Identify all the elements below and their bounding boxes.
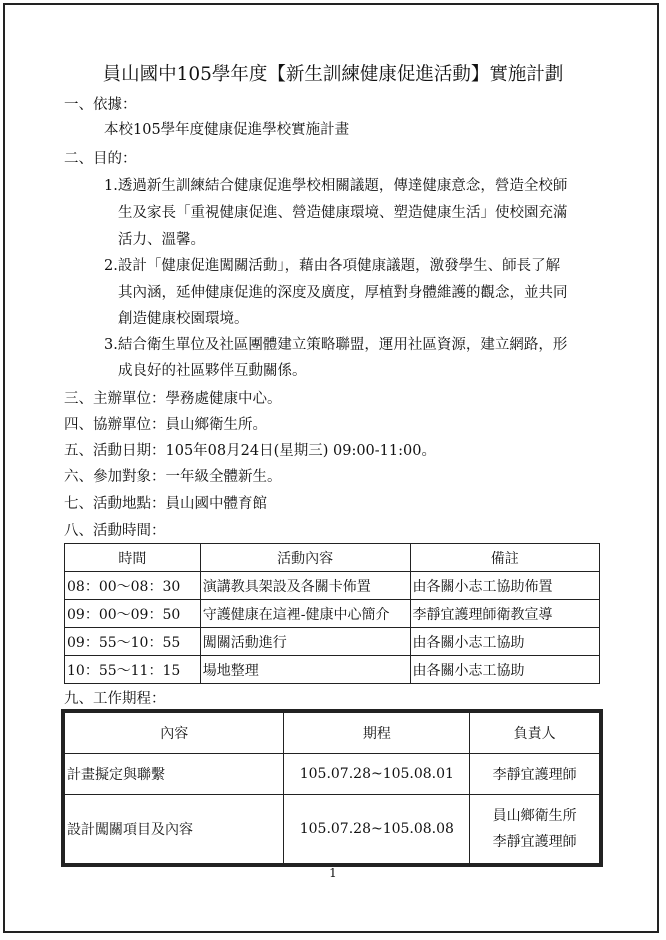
document-title: 員山國中105學年度【新生訓練健康促進活動】實施計劃 (102, 64, 564, 85)
cell-content: 場地整理 (200, 656, 410, 684)
section-participants: 六、參加對象：一年級全體新生。 (64, 469, 282, 485)
activity-schedule-table (64, 543, 600, 684)
table-row (65, 628, 600, 656)
header-owner: 負責人 (470, 713, 600, 754)
purpose-item-3-line-1: 3.結合衛生單位及社區團體建立策略聯盟，運用社區資源，建立網路，形 (104, 337, 568, 353)
purpose-item-2-line-1: 2.設計「健康促進闖關活動」，藉由各項健康議題，激發學生、師長了解 (104, 258, 561, 274)
cell-owner: 李靜宜護理師 (470, 754, 600, 795)
table-row (65, 656, 600, 684)
purpose-item-2-line-3: 創造健康校園環境。 (118, 311, 249, 327)
cell-notes: 李靜宜護理師衛教宣導 (410, 600, 599, 628)
cell-time: 09：55～10：55 (65, 628, 201, 656)
cell-notes: 由各關小志工協助 (410, 656, 599, 684)
section-basis-heading: 一、依據： (64, 97, 137, 113)
table-header-row (65, 713, 600, 754)
cell-content: 演講教具架設及各關卡佈置 (200, 572, 410, 600)
table-row (65, 754, 600, 795)
section-date: 五、活動日期：105年08月24日(星期三) 09:00-11:00。 (64, 443, 436, 459)
cell-owner (470, 795, 600, 864)
table-row (65, 795, 600, 864)
table-header-row (65, 544, 600, 572)
cell-content: 守護健康在這裡-健康中心簡介 (200, 600, 410, 628)
section-schedule-heading: 八、活動時間： (64, 523, 166, 539)
section-work-schedule-heading: 九、工作期程： (64, 691, 166, 707)
header-content: 內容 (65, 713, 284, 754)
cell-time: 10：55～11：15 (65, 656, 201, 684)
cell-content: 計畫擬定與聯繫 (65, 754, 284, 795)
header-content: 活動內容 (200, 544, 410, 572)
purpose-item-1-line-1: 1.透過新生訓練結合健康促進學校相關議題，傳達健康意念，營造全校師 (104, 178, 568, 194)
purpose-item-3-line-2: 成良好的社區夥伴互動關係。 (118, 363, 307, 379)
cell-time: 08：00～08：30 (65, 572, 201, 600)
table-row (65, 600, 600, 628)
cell-notes: 由各關小志工協助佈置 (410, 572, 599, 600)
purpose-item-1-line-3: 活力、溫馨。 (118, 232, 205, 248)
owner-line-1: 員山鄉衛生所 (492, 808, 577, 824)
section-organizer: 三、主辦單位：學務處健康中心。 (64, 391, 282, 407)
section-location: 七、活動地點：員山國中體育館 (64, 496, 267, 512)
purpose-item-1-line-2: 生及家長「重視健康促進、營造健康環境、塑造健康生活」使校園充滿 (118, 205, 568, 221)
purpose-item-2-line-2: 其內涵，延伸健康促進的深度及廣度，厚植對身體維護的觀念，並共同 (118, 285, 568, 301)
header-notes: 備註 (410, 544, 599, 572)
section-purpose-heading: 二、目的： (64, 151, 137, 167)
cell-content: 設計闖關項目及內容 (65, 795, 284, 864)
section-co-organizer: 四、協辦單位：員山鄉衛生所。 (64, 417, 267, 433)
table-row (65, 572, 600, 600)
cell-period: 105.07.28~105.08.08 (284, 795, 470, 864)
cell-content: 闖關活動進行 (200, 628, 410, 656)
cell-notes: 由各關小志工協助 (410, 628, 599, 656)
header-period: 期程 (284, 713, 470, 754)
header-time: 時間 (65, 544, 201, 572)
work-schedule-table (64, 712, 600, 864)
cell-time: 09：00～09：50 (65, 600, 201, 628)
page-number: 1 (329, 866, 337, 880)
cell-period: 105.07.28~105.08.01 (284, 754, 470, 795)
section-basis-text: 本校105學年度健康促進學校實施計畫 (104, 122, 350, 138)
owner-line-2: 李靜宜護理師 (492, 834, 577, 850)
